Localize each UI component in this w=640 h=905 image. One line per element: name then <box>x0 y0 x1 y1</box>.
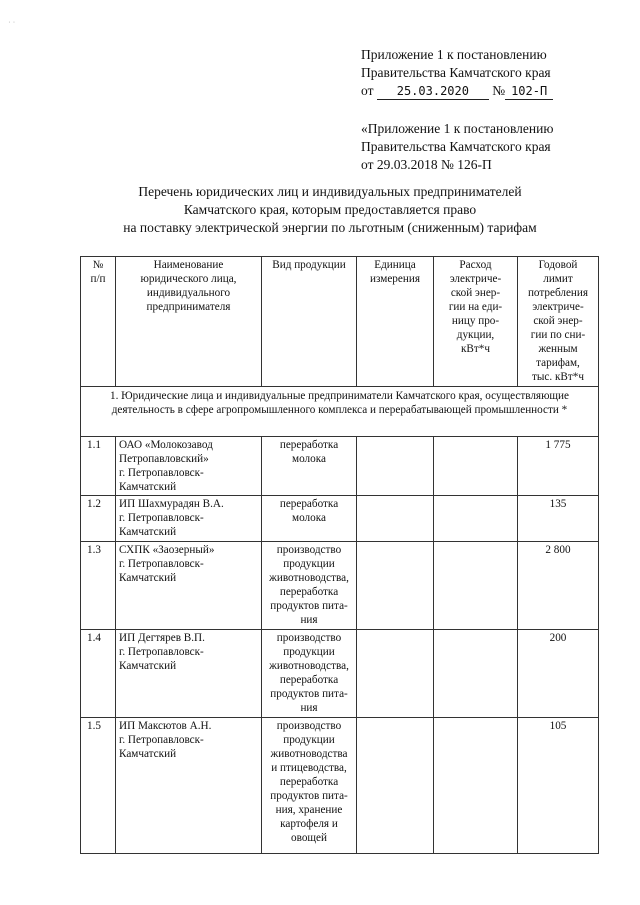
header-unit: Единица измерения <box>357 257 434 387</box>
row-name: ИП Шахмурадян В.А. г. Петропавловск- Камчатский <box>116 496 262 542</box>
number-label: № <box>492 83 506 98</box>
attachment-header-old <box>361 120 553 174</box>
row-consumption <box>434 718 518 854</box>
header-product: Вид продукции <box>262 257 357 387</box>
row-consumption <box>434 630 518 718</box>
row-unit <box>357 718 434 854</box>
row-num: 1.3 <box>81 542 116 630</box>
attachment-old-line-1: «Приложение 1 к постановлению <box>361 121 554 136</box>
row-unit <box>357 542 434 630</box>
section-title: 1. Юридические лица и индивидуальные предприниматели Камчатского края, осуществляющие деятельность в сфере агропромышленного комплекса и перерабатывающей промышленности * <box>81 387 599 437</box>
row-num: 1.5 <box>81 718 116 854</box>
decree-number: 102-П <box>505 84 553 100</box>
row-limit: 1 775 <box>518 437 599 496</box>
from-label: от <box>361 83 374 98</box>
row-product: производство продукции животноводства, переработка продуктов пита- ния <box>262 630 357 718</box>
row-product: переработка молока <box>262 496 357 542</box>
row-consumption <box>434 496 518 542</box>
row-name: ИП Дегтярев В.П. г. Петропавловск- Камчатский <box>116 630 262 718</box>
table-row <box>81 437 599 496</box>
row-num: 1.1 <box>81 437 116 496</box>
row-unit <box>357 630 434 718</box>
row-name: СХПК «Заозерный» г. Петропавловск- Камчатский <box>116 542 262 630</box>
table-row <box>81 542 599 630</box>
attachment-header-new <box>361 46 553 100</box>
header-limit: Годовой лимит потребления электриче- ской энер- гии по сни- женным тарифам, тыс. кВт*ч <box>518 257 599 387</box>
header-name: Наименование юридического лица, индивидуального предпринимателя <box>116 257 262 387</box>
attachment-date-line <box>361 82 553 100</box>
row-num: 1.2 <box>81 496 116 542</box>
row-limit: 135 <box>518 496 599 542</box>
row-unit <box>357 437 434 496</box>
title-line-3: на поставку электрической энергии по льготным (сниженным) тарифам <box>123 220 537 235</box>
row-name: ИП Максютов А.Н. г. Петропавловск- Камчатский <box>116 718 262 854</box>
attachment-old-line-3: от 29.03.2018 № 126-П <box>361 157 492 172</box>
header-consumption: Расход электриче- ской энер- гии на еди- ницу про- дукции, кВт*ч <box>434 257 518 387</box>
title-line-1: Перечень юридических лиц и индивидуальных предпринимателей <box>138 184 522 199</box>
scan-mark: ˙ ˙ <box>8 20 16 29</box>
section-row <box>81 387 599 437</box>
row-consumption <box>434 542 518 630</box>
attachment-line-1: Приложение 1 к постановлению <box>361 47 547 62</box>
table-header-row <box>81 257 599 387</box>
attachment-line-2: Правительства Камчатского края <box>361 65 551 80</box>
row-limit: 105 <box>518 718 599 854</box>
table-row <box>81 496 599 542</box>
row-product: производство продукции животноводства, переработка продуктов пита- ния <box>262 542 357 630</box>
row-num: 1.4 <box>81 630 116 718</box>
row-limit: 2 800 <box>518 542 599 630</box>
suppliers-table <box>80 256 599 854</box>
row-product: переработка молока <box>262 437 357 496</box>
row-consumption <box>434 437 518 496</box>
header-num: № п/п <box>81 257 116 387</box>
row-name: ОАО «Молокозавод Петропавловский» г. Петропавловск- Камчатский <box>116 437 262 496</box>
row-product: производство продукции животноводства и птицеводства, переработка продуктов пита- ния, хранение картофеля и овощей <box>262 718 357 854</box>
decree-date: 25.03.2020 <box>377 84 489 100</box>
document-title <box>80 183 580 237</box>
attachment-old-line-2: Правительства Камчатского края <box>361 139 551 154</box>
table-row <box>81 718 599 854</box>
row-unit <box>357 496 434 542</box>
table-row <box>81 630 599 718</box>
title-line-2: Камчатского края, которым предоставляется право <box>183 202 477 217</box>
row-limit: 200 <box>518 630 599 718</box>
